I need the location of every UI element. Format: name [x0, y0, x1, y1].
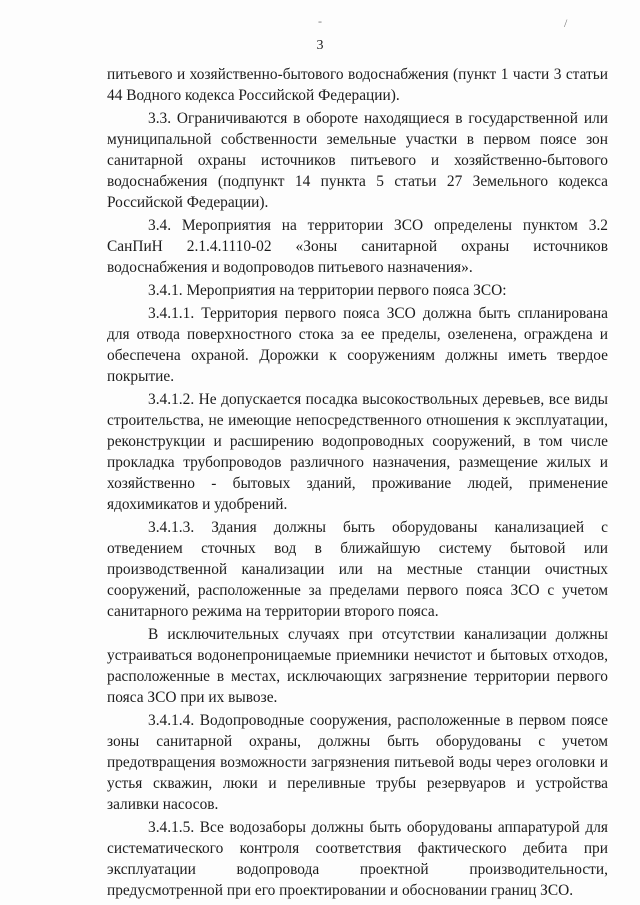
scan-artifact: -	[318, 14, 322, 28]
paragraph: 3.4.1.5. Все водозаборы должны быть оборудованы аппаратурой для систематического контроля соответствия фактического дебита при эксплуатации водопровода проектной производительности, предусмотренной при его проектировании и обосновании границ ЗСО.	[107, 819, 608, 899]
document-body	[107, 64, 608, 903]
paragraph: 3.4.1.1. Территория первого пояса ЗСО должна быть спланирована для отвода поверхностного стока за ее пределы, озеленена, ограждена и обеспечена охраной. Дорожки к сооружениям должны иметь твердое покрытие.	[107, 305, 608, 385]
paragraph: 3.4.1.3. Здания должны быть оборудованы канализацией с отведением сточных вод в ближайшую систему бытовой или производственной канализации или на местные станции очистных сооружений, расположенные за пределами первого пояса ЗСО с учетом санитарного режима на территории второго пояса.	[107, 519, 608, 620]
paragraph: В исключительных случаях при отсутствии канализации должны устраиваться водонепроницаемые приемники нечистот и бытовых отходов, расположенные в местах, исключающих загрязнение территории первого пояса ЗСО при их вывозе.	[107, 626, 608, 706]
paragraph: 3.4. Мероприятия на территории ЗСО определены пунктом 3.2 СанПиН 2.1.4.1110-02 «Зоны санитарной охраны источников водоснабжения и водопроводов питьевого назначения».	[107, 217, 608, 276]
page-number: 3	[316, 38, 324, 53]
scan-artifact: /	[564, 16, 568, 30]
paragraph: 3.3. Ограничиваются в обороте находящиеся в государственной или муниципальной собственности земельные участки в первом поясе зон санитарной охраны источников питьевого и хозяйственно-бытового водоснабжения (подпункт 14 пункта 5 статьи 27 Земельного кодекса Российской Федерации).	[107, 110, 608, 211]
paragraph: 3.4.1.4. Водопроводные сооружения, расположенные в первом поясе зоны санитарной охраны, должны быть оборудованы с учетом предотвращения возможности загрязнения питьевой воды через оголовки и устья скважин, люки и переливные трубы резервуаров и устройства заливки насосов.	[107, 712, 608, 813]
paragraph: питьевого и хозяйственно-бытового водоснабжения (пункт 1 части 3 статьи 44 Водного кодекса Российской Федерации).	[107, 66, 608, 104]
paragraph: 3.4.1.2. Не допускается посадка высокоствольных деревьев, все виды строительства, не имеющие непосредственного отношения к эксплуатации, реконструкции и расширению водопроводных сооружений, в том числе прокладка трубопроводов различного назначения, размещение жилых и хозяйственно - бытовых зданий, проживание людей, применение ядохимикатов и удобрений.	[107, 391, 608, 513]
paragraph: 3.4.1. Мероприятия на территории первого пояса ЗСО:	[148, 282, 507, 299]
